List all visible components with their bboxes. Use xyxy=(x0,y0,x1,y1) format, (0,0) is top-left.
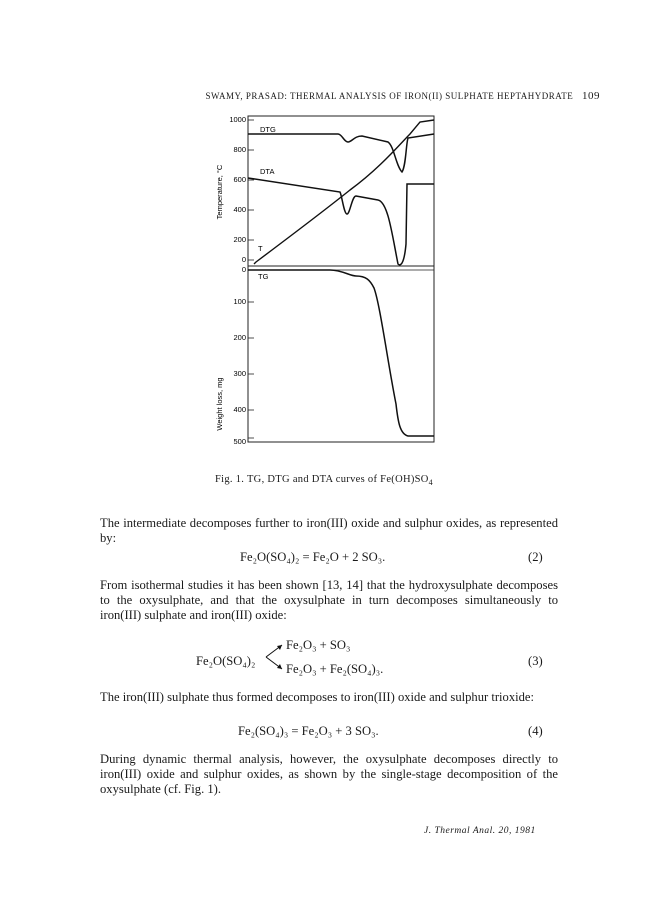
caption-subscript: 4 xyxy=(428,478,433,487)
t-label: T xyxy=(258,244,263,253)
bottom-tick-0: 0 xyxy=(241,265,246,274)
bottom-tick-200: 200 xyxy=(233,333,246,342)
paragraph-4: During dynamic thermal analysis, however, the oxysulphate decomposes directly to iron(III) oxide and sulphur oxides, as shown by the single-stage decomposition of the oxysulphate (cf. Fig. 1). xyxy=(100,752,558,796)
paragraph-2: From isothermal studies it has been shown [13, 14] that the hydroxysulphate decomposes to the oxysulphate, and that the oxysulphate in turn decomposes simultaneously to iron(III) sulphate and iron(III) oxide: xyxy=(100,578,558,622)
tg-label: TG xyxy=(258,272,269,281)
equation-3-product-top: Fe₂O₃ + SO₃ xyxy=(286,638,351,652)
page-number: 109 xyxy=(582,90,600,102)
equation-2-number: (2) xyxy=(528,550,543,564)
caption-text: Fig. 1. TG, DTG and DTA curves of Fe(OH)SO xyxy=(215,474,429,485)
bottom-tick-400: 400 xyxy=(233,405,246,414)
top-y-ticks xyxy=(248,120,254,260)
dtg-curve xyxy=(248,134,434,172)
bottom-y-ticks xyxy=(248,302,254,438)
bottom-tick-300: 300 xyxy=(233,369,246,378)
figure-caption xyxy=(0,474,648,485)
running-title: SWAMY, PRASAD: THERMAL ANALYSIS OF IRON(II) SULPHATE HEPTAHYDRATE xyxy=(205,91,574,101)
bottom-y-axis-label: Weight loss, mg xyxy=(215,377,224,431)
equation-3-product-bottom: Fe₂O₃ + Fe₂(SO₄)₃. xyxy=(286,662,384,676)
paragraph-1: The intermediate decomposes further to iron(III) oxide and sulphur oxides, as represented by: xyxy=(100,516,558,545)
equation-3-number: (3) xyxy=(528,654,543,668)
running-header xyxy=(0,90,600,102)
dta-label: DTA xyxy=(260,167,275,176)
top-y-axis-label: Temperature, °C xyxy=(215,164,224,220)
tg-curve xyxy=(248,270,434,436)
top-tick-800: 800 xyxy=(233,145,246,154)
bottom-tick-500: 500 xyxy=(233,437,246,446)
bottom-panel-frame xyxy=(248,266,434,442)
top-tick-600: 600 xyxy=(233,175,246,184)
equation-3-lhs: Fe₂O(SO₄)₂ xyxy=(196,654,256,668)
equation-2: Fe₂O(SO₄)₂ = Fe₂O + 2 SO₃. xyxy=(240,550,386,564)
top-tick-1000: 1000 xyxy=(229,115,246,124)
figure-1 xyxy=(210,104,440,459)
top-tick-0: 0 xyxy=(241,255,246,264)
bottom-tick-100: 100 xyxy=(233,297,246,306)
dtg-label: DTG xyxy=(260,125,276,134)
reaction-branch-arrows xyxy=(264,640,286,674)
top-tick-200: 200 xyxy=(233,235,246,244)
journal-footer: J. Thermal Anal. 20, 1981 xyxy=(424,826,536,836)
equation-4-number: (4) xyxy=(528,724,543,738)
paragraph-3: The iron(III) sulphate thus formed decomposes to iron(III) oxide and sulphur trioxide: xyxy=(100,690,535,704)
dta-curve xyxy=(248,178,434,265)
equation-4: Fe₂(SO₄)₃ = Fe₂O₃ + 3 SO₃. xyxy=(238,724,379,738)
top-tick-400: 400 xyxy=(233,205,246,214)
